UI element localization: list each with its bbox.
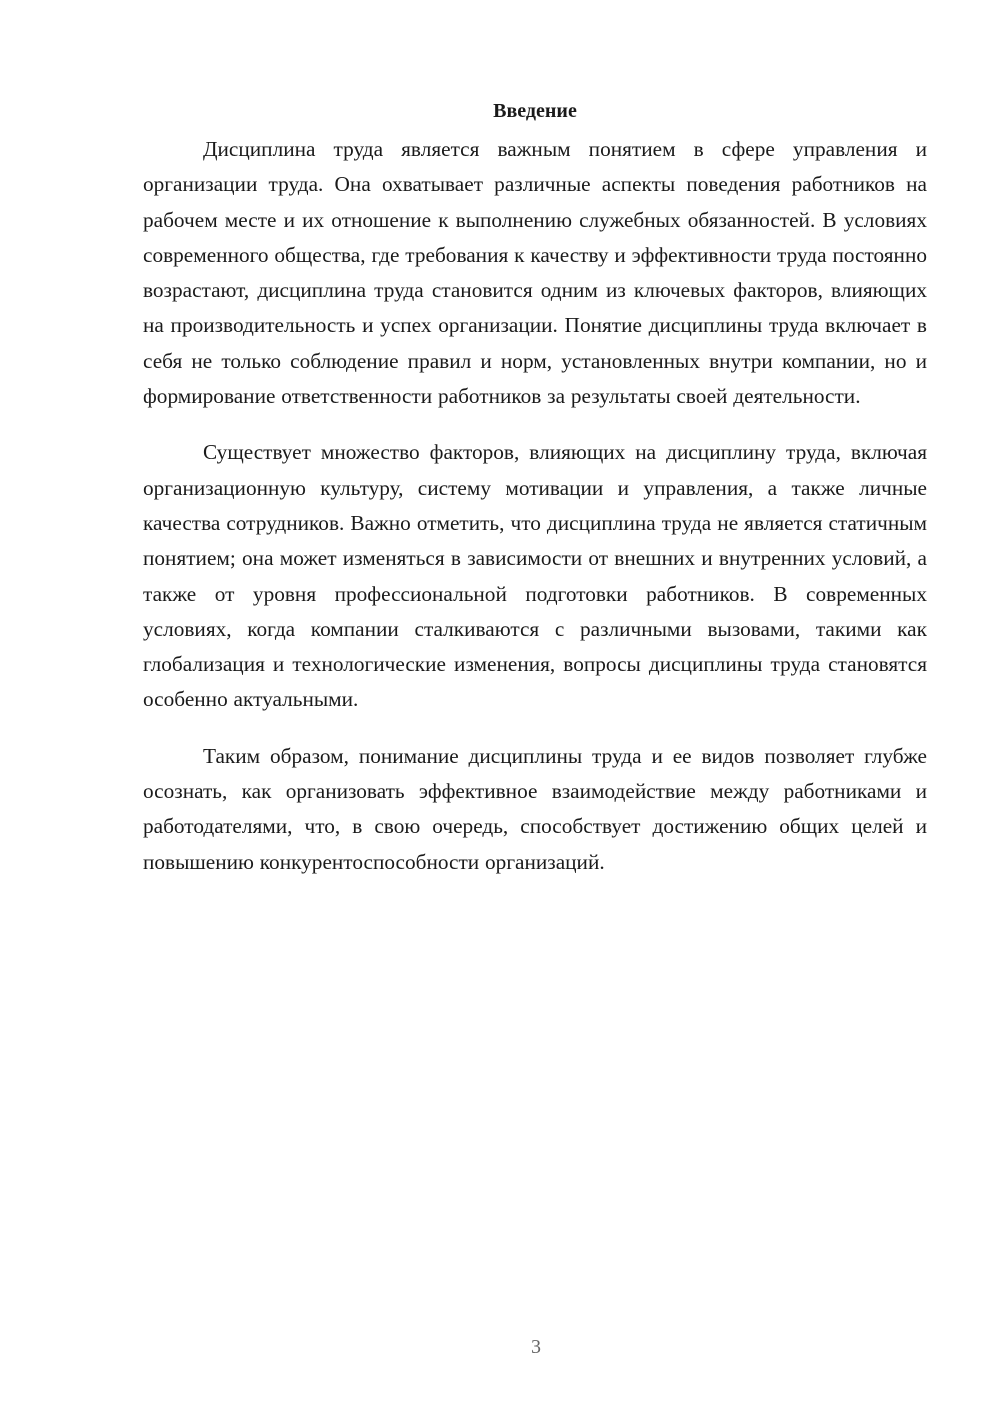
page-number: 3 <box>531 1336 541 1358</box>
section-heading: Введение <box>493 100 577 122</box>
page-content <box>143 96 927 880</box>
paragraph-3: Таким образом, понимание дисциплины труда и ее видов позволяет глубже осознать, как организовать эффективное взаимодействие между работниками и работодателями, что, в свою очередь, способствует достижению общих целей и повышению конкурентоспособности организаций. <box>143 743 927 874</box>
paragraph-1: Дисциплина труда является важным понятием в сфере управления и организации труда. Она охватывает различные аспекты поведения работников на рабочем месте и их отношение к выполнению служебных обязанностей. В условиях современного общества, где требования к качеству и эффективности труда постоянно возрастают, дисциплина труда становится одним из ключевых факторов, влияющих на производительность и успех организации. Понятие дисциплины труда включает в себя не только соблюдение правил и норм, установленных внутри компании, но и формирование ответственности работников за результаты своей деятельности. <box>143 137 927 409</box>
paragraph-2: Существует множество факторов, влияющих на дисциплину труда, включая организационную культуру, систему мотивации и управления, а также личные качества сотрудников. Важно отметить, что дисциплина труда не является статичным понятием; она может изменяться в зависимости от внешних и внутренних условий, а также от уровня профессиональной подготовки работников. В современных условиях, когда компании сталкиваются с различными вызовами, такими как глобализация и технологические изменения, вопросы дисциплины труда становятся особенно актуальными. <box>143 440 927 712</box>
